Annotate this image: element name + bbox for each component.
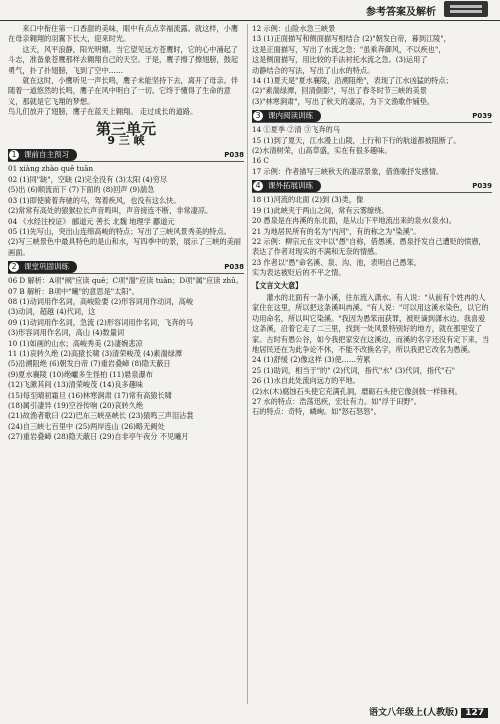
intro-tail [8, 107, 244, 117]
answer-line: 01 xiàng zhào quē tuān [8, 164, 94, 174]
answer-line: (27)重岩叠嶂 (28)隐天蔽日 (29)自非亭午夜分 不见曦月 [8, 432, 189, 442]
page-header [0, 0, 500, 21]
section-number: 2 [8, 261, 20, 273]
answer-line: 20 愚泉是在冉溪的东北面，是从山下平地流出来的泉水(泉水)。 [252, 216, 456, 226]
answer-line: (3)形容词用作名词，高山 (4)数量词 [8, 328, 125, 338]
answer-line: 11 (1)哀转久绝 (2)高猿长啸 (3)清荣峻茂 (4)素湍绿潭 [8, 348, 183, 358]
answer-line: 09 (1)动词用作名词，急流 (2)形容词用作名词，飞奔的马 [8, 317, 194, 327]
page-number: 127 [461, 708, 488, 718]
column-divider [247, 24, 248, 704]
section-header-2 [8, 261, 244, 274]
answer-line: 24 (1)舒缓 (2)像这样 (3)使……劳累 [252, 355, 371, 365]
answer-line: 23 作者以"愚"命名溪、泉、沟、池，表明自己愚笨， [252, 257, 421, 267]
answer-line: 26 (1)水自此处流向远方的平地。 [252, 376, 360, 386]
lesson-title: 9 三 峡 [107, 134, 145, 148]
section-label: 课堂巩固训练 [8, 261, 77, 273]
answer-line: (2)水清树荣，山高草盛，实在有很多趣味。 [252, 146, 392, 156]
answer-line: 03 (1)即使骑着奔驰的马，驾着疾风，也没有这么快。 [8, 195, 181, 205]
answer-line: 14 (1)夏天是"夏水襄陵，沿溯阻绝"，表现了江水凶猛的特点； [252, 76, 453, 86]
answer-line: 16 C [252, 156, 269, 166]
answer-line: 21 为地居民所有的名为"内河"，有的称之为"染溪"。 [252, 226, 421, 236]
answer-line: 这是侧面描写，用比较的手法衬托水流之急。(3)运用了 [252, 55, 428, 65]
intro-tail-left: 鸟儿们放开了翅膀，鹰子在蓝天上翱翔。 [8, 107, 138, 117]
answer-line: 04 《水经注校证》 郦道元 善长 北魏 地理学 酈道元 [8, 216, 175, 226]
answer-line: (12)飞漱其间 (13)清荣峻茂 (14)良多趣味 [8, 380, 144, 390]
answer-line: 13 (1)正面描写和侧面描写相结合 (2)"朝发白帝，暮到江陵"， [252, 34, 451, 44]
answer-line: (24)自三峡七百里中 (25)两岸连山 (26)略无阙处 [8, 421, 165, 431]
intro-paragraph: 这天，风平浪静，阳光明媚。当它望见远方苍鹰时，它的心中涌起了斗志，准备象苍鹰那样去翱翔自己的天空。于是，鹰子擦了擦翅膀，鼓起勇气，扑了扑翅膀，飞到了空中…… [8, 44, 239, 75]
answer-line: (21)故渔者歌曰 (22)巴东三峡巫峡长 (23)猿鸣三声泪沾裳 [8, 411, 194, 421]
section-page-ref: P039 [472, 182, 492, 191]
section-header-4 [252, 180, 492, 193]
intro-tail-right: 走过成长的道路。 [139, 107, 198, 117]
answer-line: 27 水的特点：浩荡迅疾，宏壮有力。如"浮于田野"。 [252, 397, 421, 406]
answer-line: 07 B 解析：B项中"曦"的意思是"太阳"。 [8, 286, 139, 296]
answer-line: 10 (1)如画的山水；高峻秀美 (2)凄婉悲凉 [8, 338, 143, 348]
answer-line: (9)夏水襄陵 (10)绝巘多生怪柏 (11)悬泉瀑布 [8, 369, 153, 379]
answer-line: 19 (1)此峡夹于两山之间，常有云雾缭绕。 [252, 205, 389, 215]
intro-paragraph: 来口中衔住第一口香甜的美味，眼中有点点幸福流露。就这样，小鹰在母亲翱翔的羽翼下长大，迎来时光。 [8, 24, 239, 44]
left-column [8, 24, 244, 443]
classical-translation-text: 灌水的北面有一条小溪，往东流入潇水。有人说："从前有个姓冉的人家住在这里，所以把这条溪叫冉溪。"有人说："可以用这溪水染色，以它的功用命名，所以叫它染溪。"我因为愚笨而获罪，被贬谪到潇水边。我喜爱这条溪，沿着它走了二三里，找到一处风景特别好的地方，就在那里安了家。古时有愚公谷，如今我把家安在这溪边，而溪的名字还没有定下来，当地居民还在为此争论不休，不能不改换名字，所以我把它改名为愚溪。 [252, 292, 490, 354]
answer-line: (2)水(木)腐蚀石头使它充满孔洞，磨砺石头使它像剑戟一样锋利。 [252, 386, 462, 396]
section-number: 4 [252, 180, 264, 192]
section-page-ref: P038 [224, 151, 244, 160]
answer-line: 05 (1)先写山，突出山连绵高峻的特点；写出了三峡风景秀美的特点。 [8, 226, 231, 236]
section-header-1 [8, 149, 244, 162]
answer-line: 12 示例：山险水急三峡景 [252, 24, 336, 33]
answer-line: 14 ①夏季 ②清 ③飞奔的马 [252, 125, 340, 135]
answer-line: 实为表达被贬后的不平之情。 [252, 268, 346, 278]
section-number: 1 [8, 149, 20, 161]
answer-line: 22 示例：柳宗元在文中以"愚"自称，借愚溪、愚泉抒发自己遭贬的愤懑， [252, 236, 486, 246]
answer-line: (2)写三峡景色中最具特色的是山和水，写四季中的景，展示了三峡的美丽画面。 [8, 237, 241, 257]
answer-line: 这是正面描写，写出了水流之急；"虽乘奔御风，不以疾也"， [252, 44, 446, 54]
answer-line: (3)动词，超越 (4)代词，这 [8, 307, 96, 317]
answer-line: 表达了作者对现实的不满和无奈的情感。 [252, 247, 382, 257]
section-page-ref: P039 [472, 112, 492, 121]
answer-line: 06 D 解析：A项"阙"应读 quē；C项"湍"应读 tuān；D项"属"应读 zhǔ。 [8, 276, 243, 286]
answer-line: (15)每至晴初霜旦 (16)林寒涧肃 (17)常有高猿长啸 [8, 390, 172, 400]
answer-line: 17 示例：作者描写三峡秋天的凄凉景象，借渔歌抒发感情。 [252, 166, 444, 176]
answer-line: (5)沿溯阻绝 (6)朝发白帝 (7)重岩叠嶂 (8)隐天蔽日 [8, 359, 171, 369]
section-number: 3 [252, 110, 264, 122]
section-header-3 [252, 110, 492, 123]
unit-title: 第三单元 [95, 119, 156, 138]
book-logo-icon [444, 1, 488, 17]
right-column [252, 24, 492, 418]
section-label: 课前自主预习 [8, 149, 77, 161]
answer-line: 25 (1)助词，相当于"的" (2)代词，指代"水" (3)代词，指代"石" [252, 365, 455, 375]
answer-line: 08 (1)动词用作名词，高峻险要 (2)形容词用作动词，高峻 [8, 296, 194, 306]
answer-line: (2)"素湍绿潭，回清倒影"，写出了春冬时节三峡的美景 [252, 86, 427, 96]
footer-book-title: 语文八年级上(人教版) [368, 708, 459, 718]
section-page-ref: P038 [224, 263, 244, 272]
answer-line: 02 (1)同"缺"，空缺 (2)完全没有 (3)太阳 (4)穷尽 [8, 174, 168, 184]
header-title: 参考答案及解析 [366, 7, 436, 18]
answer-line: (2)常常有高处的猿猴拉长声音鸣叫，声音接连不断，非常凄凉。 [8, 206, 213, 216]
answer-line: 动静结合的写法，写出了山水的特点。 [252, 65, 375, 75]
answer-line: (5)出 (6)顺流而下 (7)下面的 (8)回声 (9)湍急 [8, 185, 155, 195]
answer-line: 15 (1)到了夏天，江水漫上山陵，上行和下行的航道都被阻断了。 [252, 135, 461, 145]
answer-line: 18 (1)河流的北面 (2)到 (3)类，像 [252, 195, 364, 205]
page-footer [369, 705, 488, 718]
intro-paragraph: 就在这时，小鹰听见一声长鸣，鹰子未能坚持下去，离开了母亲。伴随着一道悠然的长鸣，鹰子在风中明白了一切。它终于懂得了生命的意义，那就是它飞翔的梦想。 [8, 76, 239, 106]
section-label: 课内阅读训练 [252, 110, 321, 122]
answer-line: 石的特点：奇特，嶙峋。如"怒石怒怒"。 [252, 407, 381, 417]
answer-line: (18)属引凄异 (19)空谷传响 (20)哀转久绝 [8, 401, 144, 410]
answer-line: (3)"林寒涧肃"，写出了秋天的凄凉，为下文渔歌作铺垫。 [252, 96, 435, 106]
classical-translation-title: 【文言文大意】 [252, 280, 303, 290]
section-label: 课外拓展训练 [252, 180, 321, 192]
